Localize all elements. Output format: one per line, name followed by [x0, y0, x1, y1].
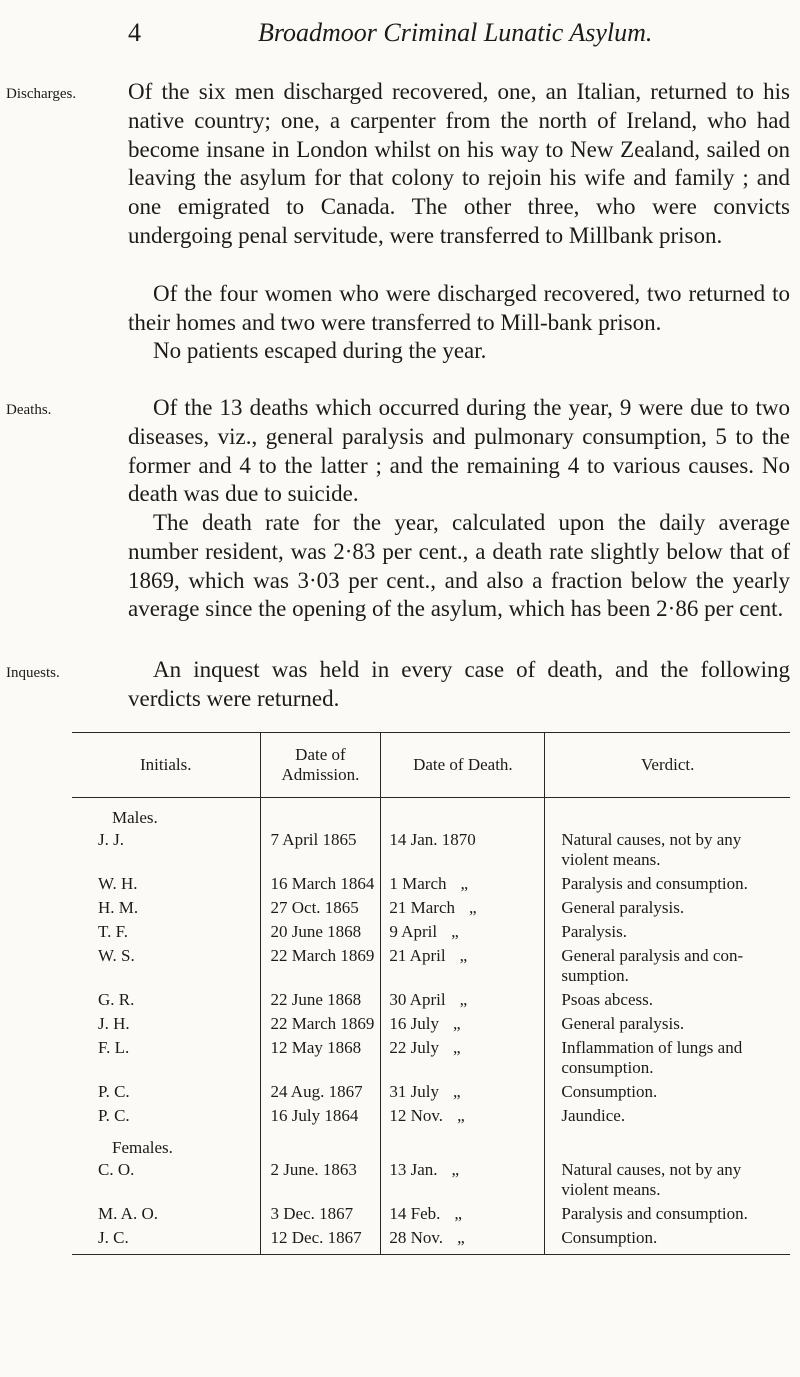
table-row: [72, 1202, 790, 1226]
cell-date-of-death: [381, 920, 545, 944]
cell-date-of-admission: 7 April 1865: [260, 828, 381, 872]
cell-verdict: Natural causes, not by any violent means.: [561, 1160, 742, 1199]
cell-date-of-admission: 16 July 1864: [260, 1104, 381, 1128]
margin-note-inquests: Inquests.: [6, 665, 60, 681]
death-date-text: 21 April: [389, 946, 446, 965]
cell-verdict: Paralysis and consumption.: [561, 874, 748, 893]
table-row: [72, 988, 790, 1012]
cell-initials: J. H.: [72, 1012, 260, 1036]
cell-verdict: Paralysis and consumption.: [561, 1204, 748, 1223]
deaths-paragraph-1: Of the 13 deaths which occurred during the year, 9 were due to two diseases, viz., general paralysis and pulmonary consumption, 5 to the former and 4 to the latter ; and the remaining 4 to various causes. No death was due to suicide.: [128, 395, 790, 507]
cell-date-of-admission: 2 June. 1863: [260, 1158, 381, 1202]
page-header: [0, 14, 800, 54]
cell-verdict: Jaundice.: [561, 1106, 626, 1125]
empty-cell: [545, 798, 790, 829]
cell-initials: C. O.: [72, 1158, 260, 1202]
table-row: [72, 896, 790, 920]
cell-verdict: General paralysis.: [561, 1014, 685, 1033]
empty-cell: [381, 798, 545, 829]
cell-initials: G. R.: [72, 988, 260, 1012]
cell-date-of-admission: 22 March 1869: [260, 1012, 381, 1036]
table-row: [72, 828, 790, 872]
empty-cell: [381, 1128, 545, 1158]
table-row: [72, 1012, 790, 1036]
verdicts-table: [72, 732, 790, 1255]
death-date-text: 1 March: [389, 874, 447, 893]
cell-initials: W. H.: [72, 872, 260, 896]
inquests-paragraph: An inquest was held in every case of death, and the following verdicts were returned.: [128, 657, 790, 711]
table-row: [72, 1080, 790, 1104]
cell-date-of-death: [381, 1202, 545, 1226]
ditto-mark: „: [457, 1228, 465, 1247]
group-label: Females.: [72, 1128, 260, 1158]
margin-note-deaths: Deaths.: [6, 402, 52, 418]
death-date-text: 28 Nov.: [389, 1228, 444, 1247]
death-date-text: 14 Jan. 1870: [389, 830, 476, 849]
ditto-mark: „: [452, 1014, 461, 1033]
cell-date-of-admission: 12 May 1868: [260, 1036, 381, 1080]
empty-cell: [260, 798, 381, 829]
cell-date-of-admission: 20 June 1868: [260, 920, 381, 944]
cell-date-of-death: [381, 1080, 545, 1104]
ditto-mark: „: [451, 1160, 460, 1179]
ditto-mark: „: [452, 1082, 461, 1101]
cell-initials: W. S.: [72, 944, 260, 988]
cell-initials: J. C.: [72, 1226, 260, 1255]
running-title: Broadmoor Criminal Lunatic Asylum.: [258, 18, 653, 47]
cell-verdict: Paralysis.: [561, 922, 628, 941]
discharges-paragraph-3: No patients escaped during the year.: [153, 338, 487, 363]
ditto-mark: „: [452, 1038, 461, 1057]
cell-verdict: Consumption.: [545, 1226, 790, 1255]
cell-initials: P. C.: [72, 1104, 260, 1128]
table-group-row: [72, 1128, 790, 1158]
table-group-row: [72, 798, 790, 829]
death-date-text: 22 July: [389, 1038, 439, 1057]
cell-date-of-death: [381, 1012, 545, 1036]
death-date-text: 13 Jan.: [389, 1160, 438, 1179]
cell-verdict: Psoas abcess.: [561, 990, 653, 1009]
cell-date-of-death: [381, 1226, 545, 1255]
table-row: [72, 1104, 790, 1128]
death-date-text: 31 July: [389, 1082, 439, 1101]
table-header-row: [72, 733, 790, 798]
cell-date-of-death: [381, 988, 545, 1012]
cell-initials: F. L.: [72, 1036, 260, 1080]
header-initials: Initials.: [72, 733, 260, 798]
death-date-text: 9 April: [389, 922, 438, 941]
header-date-of-death: Date of Death.: [381, 733, 545, 798]
ditto-mark: „: [460, 874, 469, 893]
ditto-mark: „: [457, 1106, 465, 1125]
group-label: Males.: [72, 798, 260, 829]
table-row: [72, 920, 790, 944]
cell-initials: T. F.: [72, 920, 260, 944]
cell-date-of-admission: 22 March 1869: [260, 944, 381, 988]
death-date-text: 12 Nov.: [389, 1106, 444, 1125]
table-row: [72, 872, 790, 896]
cell-date-of-admission: 3 Dec. 1867: [260, 1202, 381, 1226]
cell-date-of-admission: 24 Aug. 1867: [260, 1080, 381, 1104]
cell-date-of-admission: 16 March 1864: [260, 872, 381, 896]
table-row: [72, 1036, 790, 1080]
cell-date-of-admission: 22 June 1868: [260, 988, 381, 1012]
ditto-mark: „: [459, 946, 468, 965]
cell-initials: P. C.: [72, 1080, 260, 1104]
cell-initials: M. A. O.: [72, 1202, 260, 1226]
table-body: [72, 798, 790, 1255]
cell-date-of-death: [381, 828, 545, 872]
cell-verdict: Natural causes, not by any violent means.: [561, 830, 742, 869]
cell-date-of-death: [381, 944, 545, 988]
cell-verdict: General paralysis.: [561, 898, 685, 917]
discharges-paragraph-2: Of the four women who were discharged recovered, two returned to their homes and two were transferred to Mill-bank prison.: [128, 281, 790, 335]
cell-initials: J. J.: [72, 828, 260, 872]
table-row: [72, 1226, 790, 1255]
ditto-mark: „: [451, 922, 459, 941]
ditto-mark: „: [459, 990, 468, 1009]
cell-verdict: Consumption.: [561, 1082, 658, 1101]
cell-verdict: Inflammation of lungs and consumption.: [561, 1038, 743, 1077]
empty-cell: [545, 1128, 790, 1158]
cell-date-of-death: [381, 1104, 545, 1128]
deaths-paragraph-2: The death rate for the year, calculated upon the daily average number resident, was 2·83 per cent., a death rate slightly below that of 1869, which was 3·03 per cent., and also a fraction below the yearly average since the opening of the asylum, which has been 2·86 per cent.: [128, 510, 790, 622]
cell-date-of-death: [381, 872, 545, 896]
empty-cell: [260, 1128, 381, 1158]
cell-date-of-death: [381, 896, 545, 920]
cell-date-of-admission: 12 Dec. 1867: [260, 1226, 381, 1255]
header-date-of-admission: Date of Admission.: [260, 733, 381, 798]
discharges-paragraph-1: Of the six men discharged recovered, one, an Italian, returned to his native country; one, a carpenter from the north of Ireland, who had become insane in London whilst on his way to New Zealand, sailed on leaving the asylum for that colony to rejoin his wife and family ; and one emigrated to Canada. The other three, who were convicts undergoing penal servitude, were transferred to Millbank prison.: [128, 79, 790, 248]
death-date-text: 21 March: [389, 898, 455, 917]
cell-initials: H. M.: [72, 896, 260, 920]
margin-note-discharges: Discharges.: [6, 86, 77, 102]
ditto-mark: „: [469, 898, 477, 917]
ditto-mark: „: [454, 1204, 462, 1223]
death-date-text: 30 April: [389, 990, 446, 1009]
table-row: [72, 944, 790, 988]
table-row: [72, 1158, 790, 1202]
page-number: 4: [128, 18, 141, 47]
cell-date-of-admission: 27 Oct. 1865: [260, 896, 381, 920]
death-date-text: 16 July: [389, 1014, 439, 1033]
cell-date-of-death: [381, 1036, 545, 1080]
death-date-text: 14 Feb.: [389, 1204, 441, 1223]
cell-date-of-death: [381, 1158, 545, 1202]
header-verdict: Verdict.: [545, 733, 790, 798]
cell-verdict: General paralysis and con-sumption.: [561, 946, 744, 985]
